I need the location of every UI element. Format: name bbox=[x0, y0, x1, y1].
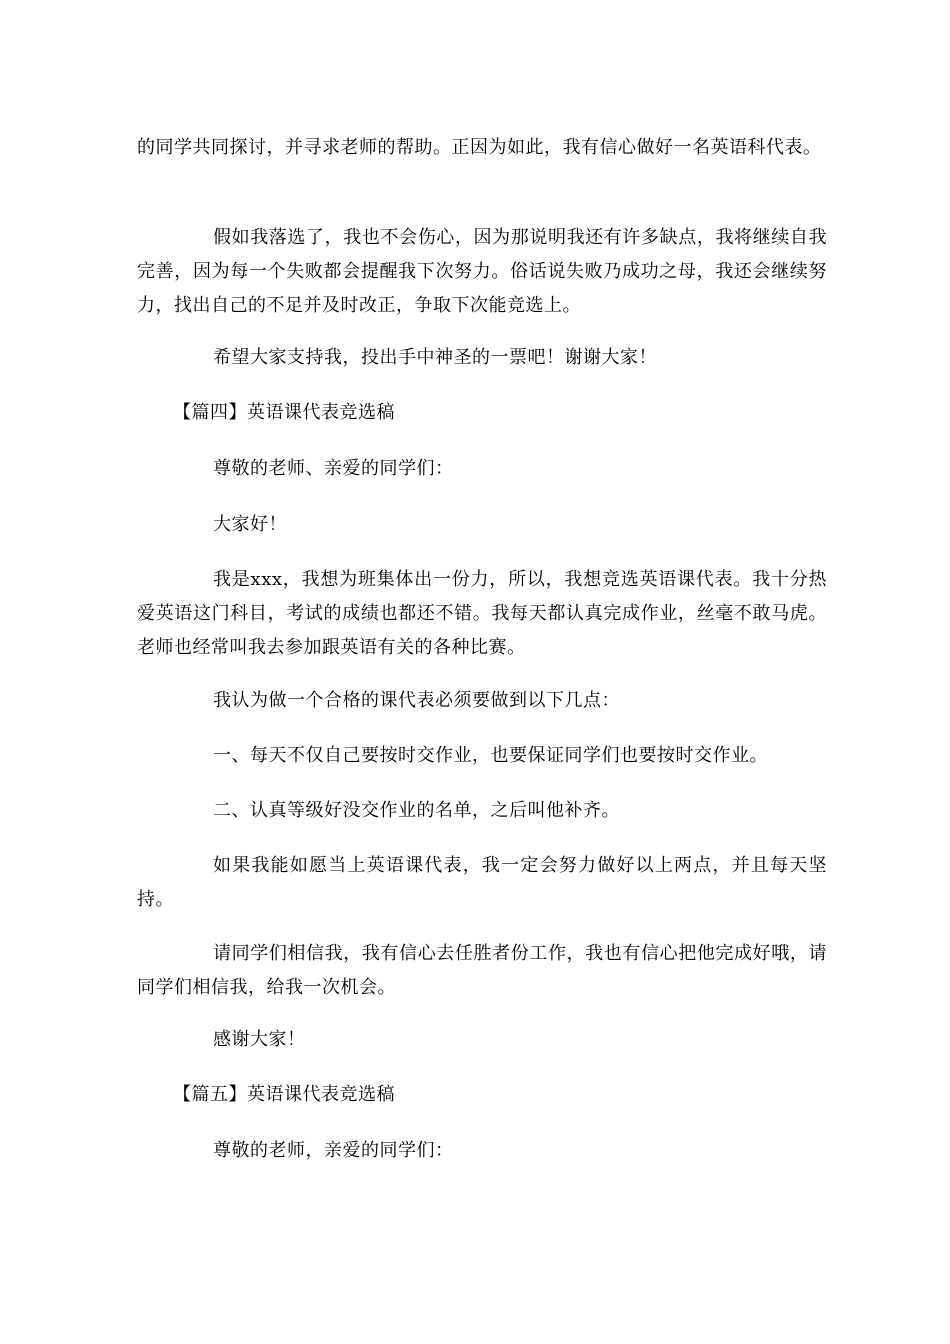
section-heading-five: 【篇五】英语课代表竞选稿 bbox=[173, 1084, 395, 1105]
paragraph-introduction: 我是xxx，我想为班集体出一份力，所以，我想竞选英语课代表。我十分热爱英语这门科目，考试的成绩也都还不错。我每天都认真完成作业，丝毫不敢马虎。老师也经常叫我去参加跟英语有关的各种比赛。 bbox=[137, 569, 827, 658]
paragraph-support: 希望大家支持我，投出手中神圣的一票吧！谢谢大家！ bbox=[213, 347, 657, 368]
paragraph-requirements: 我认为做一个合格的课代表必须要做到以下几点： bbox=[213, 690, 620, 711]
section-heading-four: 【篇四】英语课代表竞选稿 bbox=[173, 402, 395, 423]
paragraph-greeting-teachers: 尊敬的老师、亲爱的同学们： bbox=[213, 458, 454, 479]
paragraph-continuation: 的同学共同探讨，并寻求老师的帮助。正因为如此，我有信心做好一名英语科代表。 bbox=[137, 137, 822, 158]
paragraph-point-one: 一、每天不仅自己要按时交作业，也要保证同学们也要按时交作业。 bbox=[213, 745, 768, 766]
paragraph-greeting-final: 尊敬的老师，亲爱的同学们： bbox=[213, 1140, 454, 1161]
paragraph-point-two: 二、认真等级好没交作业的名单，之后叫他补齐。 bbox=[213, 800, 620, 821]
paragraph-promise: 如果我能如愿当上英语课代表，我一定会努力做好以上两点，并且每天坚持。 bbox=[137, 855, 827, 910]
paragraph-hello: 大家好！ bbox=[213, 514, 287, 535]
paragraph-thanks: 感谢大家！ bbox=[213, 1029, 306, 1050]
paragraph-if-lose: 假如我落选了，我也不会伤心，因为那说明我还有许多缺点，我将继续自我完善，因为每一个失败都会提醒我下次努力。俗话说失败乃成功之母，我还会继续努力，找出自己的不足并及时改正，争取下次能竞选上。 bbox=[137, 227, 827, 316]
paragraph-trust: 请同学们相信我，我有信心去任胜者份工作，我也有信心把他完成好哦，请同学们相信我，给我一次机会。 bbox=[137, 943, 827, 998]
